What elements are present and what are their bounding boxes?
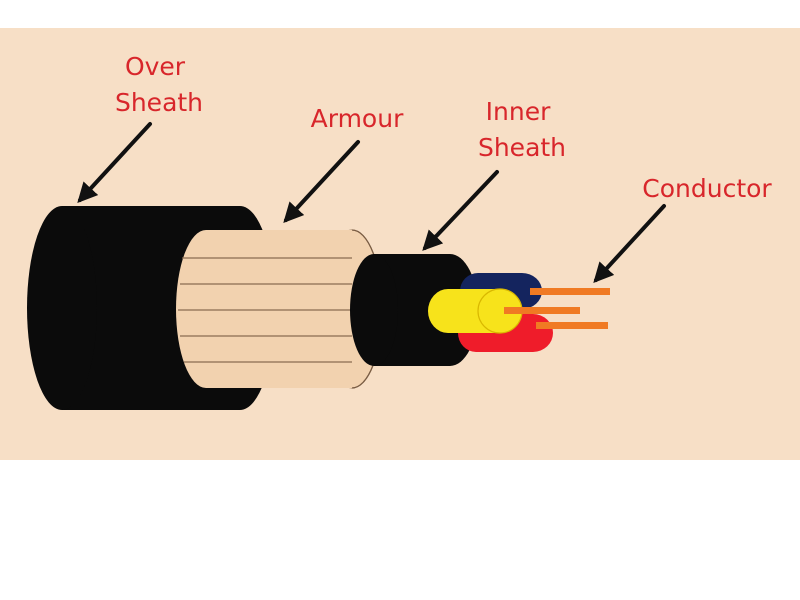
label-over-sheath: Over Sheath — [114, 52, 204, 117]
label-conductor: Conductor — [642, 174, 772, 203]
label-inner-sheath: Inner Sheath — [477, 97, 567, 162]
label-armour: Armour — [310, 104, 404, 133]
